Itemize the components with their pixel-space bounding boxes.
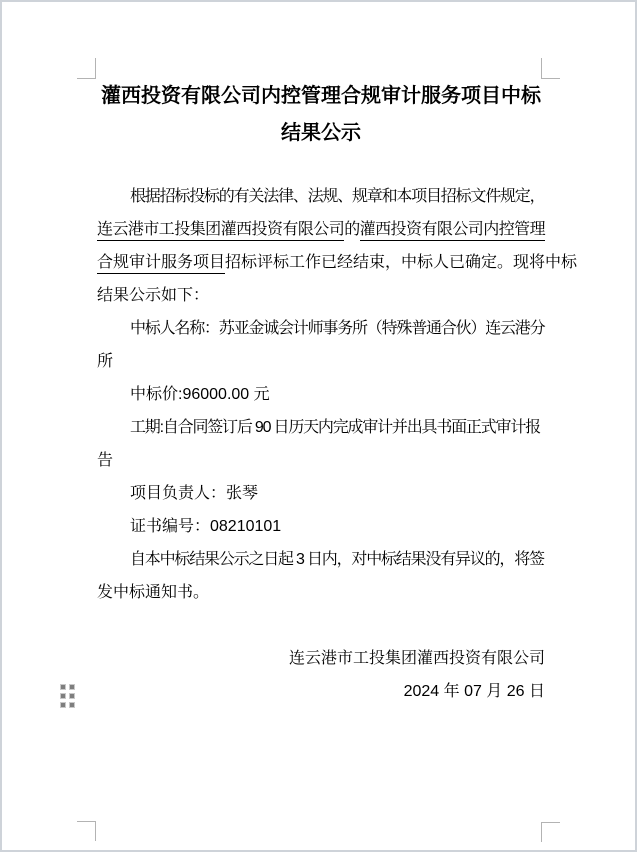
margin-crop-mark-top-left	[77, 58, 96, 79]
body-line	[97, 510, 545, 543]
dot	[70, 703, 74, 707]
underlined-text-segment: 合规审计服务项目	[97, 254, 225, 274]
body-line	[97, 378, 545, 411]
text-segment: 中标人名称：苏亚金诚会计师事务所（特殊普通合伙）连云港分	[130, 320, 545, 337]
body-line	[97, 279, 545, 312]
dot	[61, 694, 65, 698]
body-line	[97, 180, 545, 213]
text-segment: 工期:自合同签订后 90 日历天内完成审计并出具书面正式审计报	[130, 419, 540, 436]
document-body	[97, 180, 578, 609]
body-line	[97, 477, 545, 510]
text-segment: 证书编号：08210101	[130, 518, 282, 535]
body-line	[97, 213, 545, 246]
text-segment: 项目负责人：张琴	[130, 485, 259, 502]
body-line	[97, 411, 545, 444]
body-line	[97, 576, 545, 609]
body-line	[97, 444, 545, 477]
dot	[70, 694, 74, 698]
text-segment: 根据招标投标的有关法律、法规、规章和本项目招标文件规定，	[130, 188, 545, 205]
signature-block	[97, 642, 545, 708]
margin-crop-mark-bottom-right	[541, 822, 560, 842]
text-segment: 自本中标结果公示之日起 3 日内，对中标结果没有异议的，将签	[130, 551, 544, 568]
margin-crop-mark-bottom-left	[77, 821, 96, 841]
dot	[61, 685, 65, 689]
title-line-2: 结果公示	[281, 122, 361, 144]
text-segment: 告	[97, 452, 114, 469]
signature-company: 连云港市工投集团灌西投资有限公司	[288, 650, 545, 667]
text-segment: 所	[97, 353, 114, 370]
document-title	[97, 78, 545, 152]
dot	[61, 703, 65, 707]
body-line	[97, 246, 578, 279]
title-line-1: 灌西投资有限公司内控管理合规审计服务项目中标	[101, 85, 541, 107]
anchor-dots-icon	[61, 685, 74, 707]
text-segment: 招标评标工作已经结束，中标人已确定。现将中标	[225, 254, 578, 271]
underlined-text-segment: 灌西投资有限公司内控管理	[360, 221, 545, 241]
text-segment: 结果公示如下：	[97, 287, 210, 304]
text-segment: 的	[344, 221, 360, 238]
dot	[70, 685, 74, 689]
signature-date: 2024 年 07 月 26 日	[403, 683, 545, 700]
body-line	[97, 312, 545, 345]
text-segment: 发中标通知书。	[97, 584, 210, 601]
body-line	[97, 543, 545, 576]
text-area	[97, 2, 578, 708]
underlined-text-segment: 连云港市工投集团灌西投资有限公司	[97, 221, 344, 241]
text-segment: 中标价:96000.00 元	[130, 386, 270, 403]
body-line	[97, 345, 545, 378]
